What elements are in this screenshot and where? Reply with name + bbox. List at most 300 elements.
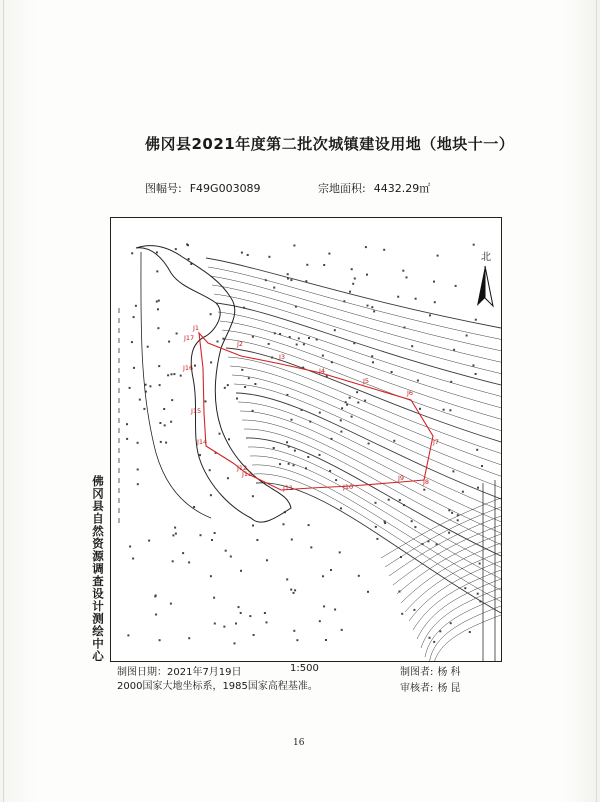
survey-symbol bbox=[309, 421, 311, 423]
survey-symbol bbox=[227, 384, 229, 386]
boundary-point-label: J10 bbox=[343, 483, 354, 491]
survey-symbol bbox=[209, 469, 211, 471]
survey-symbol bbox=[452, 470, 454, 472]
survey-symbol bbox=[366, 274, 368, 276]
survey-symbol bbox=[349, 291, 351, 293]
survey-symbol bbox=[129, 387, 131, 389]
survey-symbol bbox=[252, 525, 254, 527]
survey-symbol bbox=[126, 438, 128, 440]
survey-symbol bbox=[241, 369, 243, 371]
survey-symbol bbox=[165, 442, 167, 444]
map-checker-name: 杨 昆 bbox=[437, 683, 461, 694]
survey-symbol bbox=[290, 279, 292, 281]
survey-symbol bbox=[268, 343, 270, 345]
survey-symbol bbox=[457, 519, 459, 521]
survey-symbol bbox=[340, 507, 342, 509]
survey-symbol bbox=[368, 443, 370, 445]
survey-symbol bbox=[289, 336, 291, 338]
survey-symbol bbox=[273, 287, 275, 289]
survey-symbol bbox=[279, 463, 281, 465]
page-edge bbox=[3, 0, 4, 802]
survey-symbol bbox=[224, 387, 226, 389]
parcel-area-label: 宗地面积: bbox=[318, 182, 366, 195]
terrain-outline bbox=[141, 252, 211, 518]
survey-symbol bbox=[411, 520, 413, 522]
survey-symbol bbox=[172, 560, 174, 562]
survey-symbol bbox=[462, 491, 464, 493]
survey-symbol bbox=[188, 561, 190, 563]
survey-symbol bbox=[469, 631, 471, 633]
contour-line bbox=[413, 570, 501, 630]
survey-symbol bbox=[126, 423, 128, 425]
map-maker bbox=[400, 663, 461, 678]
survey-symbol bbox=[411, 345, 413, 347]
parcel-area bbox=[318, 180, 430, 196]
contour-line bbox=[232, 375, 501, 476]
survey-symbol bbox=[429, 637, 431, 639]
survey-symbol bbox=[303, 343, 305, 345]
survey-symbol bbox=[293, 245, 295, 247]
survey-symbol bbox=[422, 543, 424, 545]
survey-symbol bbox=[173, 373, 175, 375]
survey-symbol bbox=[305, 467, 307, 469]
survey-symbol bbox=[264, 612, 266, 614]
survey-symbol bbox=[323, 605, 325, 607]
contour-line bbox=[226, 348, 501, 442]
survey-symbol bbox=[399, 591, 401, 593]
survey-symbol bbox=[365, 246, 367, 248]
survey-symbol bbox=[329, 470, 331, 472]
survey-symbol bbox=[391, 371, 393, 373]
survey-symbol bbox=[127, 634, 129, 636]
survey-symbol bbox=[367, 591, 369, 593]
survey-symbol bbox=[243, 307, 245, 309]
survey-symbol bbox=[450, 381, 452, 383]
survey-symbol bbox=[219, 433, 221, 435]
contour-line bbox=[220, 321, 501, 408]
survey-symbol bbox=[158, 365, 160, 367]
survey-symbol bbox=[475, 373, 477, 375]
survey-symbol bbox=[335, 479, 337, 481]
survey-symbol bbox=[159, 422, 161, 424]
survey-symbol bbox=[448, 532, 450, 534]
survey-symbol bbox=[429, 314, 431, 316]
boundary-point-label: J16 bbox=[183, 364, 194, 372]
survey-symbol bbox=[167, 374, 169, 376]
survey-symbol bbox=[214, 532, 216, 534]
sheet-number-value: F49G003089 bbox=[189, 182, 261, 195]
survey-symbol bbox=[415, 298, 417, 300]
survey-symbol bbox=[194, 365, 196, 367]
survey-symbol bbox=[322, 355, 324, 357]
survey-symbol bbox=[436, 543, 438, 545]
survey-symbol bbox=[228, 438, 230, 440]
survey-symbol bbox=[157, 308, 159, 310]
survey-symbol bbox=[168, 341, 170, 343]
survey-symbol bbox=[244, 386, 246, 388]
boundary-point-label: J4 bbox=[319, 367, 326, 375]
survey-symbol bbox=[473, 364, 475, 366]
survey-symbol bbox=[137, 442, 139, 444]
survey-symbol bbox=[223, 626, 225, 628]
survey-symbol bbox=[139, 399, 141, 401]
survey-symbol bbox=[319, 454, 321, 456]
survey-symbol bbox=[296, 639, 298, 641]
survey-symbol bbox=[481, 465, 483, 467]
survey-symbol bbox=[154, 595, 156, 597]
survey-symbol bbox=[307, 456, 309, 458]
survey-symbol bbox=[448, 509, 450, 511]
survey-symbol bbox=[287, 273, 289, 275]
survey-symbol bbox=[156, 270, 158, 272]
survey-symbol bbox=[358, 575, 360, 577]
survey-symbol bbox=[397, 296, 399, 298]
survey-symbol bbox=[340, 431, 342, 433]
survey-symbol bbox=[406, 276, 408, 278]
survey-symbol bbox=[294, 589, 296, 591]
survey-symbol bbox=[265, 279, 267, 281]
boundary-point-label: J2 bbox=[237, 340, 244, 348]
survey-symbol bbox=[464, 587, 466, 589]
survey-symbol bbox=[449, 409, 451, 411]
contour-line bbox=[212, 285, 501, 362]
survey-symbol bbox=[384, 520, 386, 522]
survey-symbol bbox=[383, 249, 385, 251]
survey-symbol bbox=[291, 539, 293, 541]
survey-symbol bbox=[339, 551, 341, 553]
survey-symbol bbox=[145, 384, 147, 386]
survey-symbol bbox=[476, 449, 478, 451]
boundary-point-label: J5 bbox=[363, 377, 370, 385]
survey-symbol bbox=[274, 332, 276, 334]
survey-symbol bbox=[175, 248, 177, 250]
survey-symbol bbox=[455, 285, 457, 287]
survey-symbol bbox=[159, 639, 161, 641]
survey-symbol bbox=[252, 495, 254, 497]
survey-symbol bbox=[351, 416, 353, 418]
contour-line bbox=[433, 615, 501, 661]
boundary-point-label: J6 bbox=[407, 389, 414, 397]
survey-symbol bbox=[248, 377, 250, 379]
map-checker-label: 审核者: bbox=[400, 683, 434, 694]
survey-symbol bbox=[473, 244, 475, 246]
survey-symbol bbox=[287, 278, 289, 280]
survey-symbol bbox=[301, 409, 303, 411]
survey-symbol bbox=[210, 575, 212, 577]
survey-symbol bbox=[252, 336, 254, 338]
survey-symbol bbox=[227, 477, 229, 479]
survey-symbol bbox=[293, 592, 295, 594]
survey-symbol bbox=[235, 623, 237, 625]
survey-symbol bbox=[164, 424, 166, 426]
contour-line bbox=[429, 606, 501, 661]
survey-symbol bbox=[451, 512, 453, 514]
survey-symbol bbox=[129, 546, 131, 548]
survey-symbol bbox=[286, 441, 288, 443]
survey-symbol bbox=[330, 569, 332, 571]
survey-symbol bbox=[283, 523, 285, 525]
survey-symbol bbox=[148, 540, 150, 542]
boundary-point-label: J9 bbox=[398, 474, 405, 482]
survey-symbol bbox=[210, 313, 212, 315]
survey-symbol bbox=[357, 402, 359, 404]
coordinate-system: 2000国家大地坐标系，1985国家高程基准。 bbox=[117, 681, 318, 692]
survey-symbol bbox=[393, 440, 395, 442]
survey-symbol bbox=[403, 504, 405, 506]
survey-symbol bbox=[241, 252, 243, 254]
survey-symbol bbox=[388, 499, 390, 501]
survey-symbol bbox=[325, 639, 327, 641]
contour-line bbox=[222, 330, 501, 419]
surveying-center-label: 佛冈县自然资源调查设计测绘中心 bbox=[91, 475, 105, 663]
survey-symbol bbox=[434, 301, 436, 303]
survey-symbol bbox=[349, 397, 351, 399]
survey-symbol bbox=[372, 361, 374, 363]
boundary-point-label: J1 bbox=[193, 324, 200, 332]
survey-symbol bbox=[351, 268, 353, 270]
survey-symbol bbox=[249, 615, 251, 617]
survey-symbol bbox=[155, 614, 157, 616]
survey-symbol bbox=[414, 526, 416, 528]
contour-line bbox=[228, 357, 501, 453]
survey-symbol bbox=[453, 349, 455, 351]
survey-symbol bbox=[159, 384, 161, 386]
map-checker bbox=[400, 679, 461, 694]
survey-symbol bbox=[273, 447, 275, 449]
sheet-number bbox=[145, 180, 261, 196]
survey-symbol bbox=[373, 310, 375, 312]
survey-symbol bbox=[131, 341, 133, 343]
survey-symbol bbox=[236, 398, 238, 400]
survey-symbol bbox=[376, 538, 378, 540]
survey-symbol bbox=[176, 333, 178, 335]
boundary-point-label: J11 bbox=[283, 484, 294, 492]
survey-symbol bbox=[252, 410, 254, 412]
survey-symbol bbox=[295, 306, 297, 308]
survey-symbol bbox=[343, 300, 345, 302]
survey-symbol bbox=[200, 534, 202, 536]
contour-line bbox=[210, 276, 501, 351]
survey-symbol bbox=[308, 337, 310, 339]
survey-symbol bbox=[364, 400, 366, 402]
survey-symbol bbox=[443, 409, 445, 411]
survey-symbol bbox=[310, 546, 312, 548]
survey-symbol bbox=[404, 327, 406, 329]
contour-line bbox=[236, 393, 501, 499]
survey-symbol bbox=[293, 464, 295, 466]
survey-symbol bbox=[354, 278, 356, 280]
survey-symbol bbox=[210, 494, 212, 496]
survey-symbol bbox=[279, 333, 281, 335]
survey-symbol bbox=[334, 329, 336, 331]
survey-symbol bbox=[371, 355, 373, 357]
survey-symbol bbox=[268, 256, 270, 258]
map-maker-name: 杨 科 bbox=[437, 667, 461, 678]
survey-symbol bbox=[413, 609, 415, 611]
survey-symbol bbox=[296, 344, 298, 346]
survey-symbol bbox=[171, 373, 173, 375]
map-frame bbox=[110, 217, 502, 662]
contour-lines bbox=[206, 258, 501, 661]
survey-symbol bbox=[174, 527, 176, 529]
survey-symbol bbox=[433, 641, 435, 643]
survey-symbol bbox=[217, 341, 219, 343]
survey-symbol bbox=[352, 283, 354, 285]
survey-symbol bbox=[400, 556, 402, 558]
survey-symbol bbox=[322, 575, 324, 577]
survey-symbol bbox=[266, 559, 268, 561]
survey-symbol bbox=[346, 404, 348, 406]
survey-symbol bbox=[371, 306, 373, 308]
survey-symbol bbox=[156, 251, 158, 253]
survey-symbol bbox=[210, 361, 212, 363]
survey-symbol bbox=[163, 408, 165, 410]
survey-symbol bbox=[137, 483, 139, 485]
survey-symbol bbox=[271, 357, 273, 359]
survey-symbol bbox=[254, 383, 256, 385]
survey-symbol bbox=[334, 609, 336, 611]
survey-symbol bbox=[428, 540, 430, 542]
survey-symbol bbox=[323, 264, 325, 266]
survey-symbol bbox=[180, 375, 182, 377]
survey-symbol bbox=[170, 421, 172, 423]
survey-symbol bbox=[187, 244, 189, 246]
survey-symbol bbox=[240, 612, 242, 614]
survey-symbol bbox=[214, 623, 216, 625]
survey-symbol bbox=[225, 550, 227, 552]
survey-symbol bbox=[402, 270, 404, 272]
survey-symbol bbox=[158, 300, 160, 302]
survey-symbol bbox=[367, 305, 369, 307]
survey-symbol bbox=[439, 630, 441, 632]
survey-symbol bbox=[137, 469, 139, 471]
survey-symbol bbox=[193, 506, 195, 508]
contour-line bbox=[240, 411, 501, 522]
north-label: 北 bbox=[481, 252, 491, 263]
survey-symbol bbox=[175, 533, 177, 535]
survey-symbol bbox=[353, 342, 355, 344]
survey-symbol bbox=[331, 438, 333, 440]
boundary-point-label: J13 bbox=[242, 470, 253, 478]
survey-symbol bbox=[133, 316, 135, 318]
survey-symbol bbox=[341, 407, 343, 409]
map-title: 佛冈县2021年度第二批次城镇建设用地（地块十一） bbox=[145, 135, 515, 153]
survey-symbol bbox=[135, 305, 137, 307]
survey-symbol bbox=[266, 621, 268, 623]
survey-symbol bbox=[290, 589, 292, 591]
survey-symbol bbox=[143, 408, 145, 410]
survey-symbol bbox=[417, 380, 419, 382]
boundary-point-label: J3 bbox=[279, 353, 286, 361]
boundary-point-label: J15 bbox=[191, 407, 202, 415]
survey-symbol bbox=[188, 637, 190, 639]
survey-symbol bbox=[437, 255, 439, 257]
survey-symbol bbox=[319, 412, 321, 414]
survey-symbol bbox=[133, 367, 135, 369]
map-date: 制图日期：2021年7月19日 bbox=[117, 667, 242, 678]
survey-symbol bbox=[170, 603, 172, 605]
survey-symbol bbox=[230, 556, 232, 558]
contour-line bbox=[248, 447, 501, 567]
survey-symbol bbox=[423, 489, 425, 491]
survey-symbol bbox=[433, 281, 435, 283]
terrain-outline bbox=[136, 246, 294, 523]
survey-symbol bbox=[419, 408, 421, 410]
survey-symbol bbox=[345, 401, 347, 403]
boundary-point-label: J12 bbox=[237, 464, 248, 472]
survey-symbol bbox=[286, 394, 288, 396]
survey-symbol bbox=[316, 339, 318, 341]
survey-symbol bbox=[149, 385, 151, 387]
survey-symbol bbox=[308, 524, 310, 526]
survey-symbol bbox=[171, 399, 173, 401]
survey-symbol bbox=[479, 600, 481, 602]
survey-symbol bbox=[147, 346, 149, 348]
survey-symbol bbox=[131, 252, 133, 254]
survey-symbol bbox=[288, 446, 290, 448]
survey-symbol bbox=[288, 463, 290, 465]
sheet-number-label: 图幅号: bbox=[145, 182, 182, 195]
survey-symbol bbox=[205, 400, 207, 402]
survey-symbol bbox=[341, 629, 343, 631]
survey-symbol bbox=[457, 514, 459, 516]
survey-symbol bbox=[399, 499, 401, 501]
survey-symbol bbox=[238, 606, 240, 608]
map-scale: 1:500 bbox=[290, 663, 319, 674]
survey-symbol bbox=[294, 450, 296, 452]
survey-symbol bbox=[213, 597, 215, 599]
survey-symbol bbox=[240, 570, 242, 572]
topographic-map bbox=[111, 218, 501, 661]
contour-line bbox=[421, 588, 501, 648]
survey-symbol bbox=[132, 558, 134, 560]
survey-symbol bbox=[477, 593, 479, 595]
survey-symbol bbox=[331, 361, 333, 363]
boundary-point-label: J14 bbox=[197, 438, 208, 446]
contour-line bbox=[409, 561, 501, 621]
contour-line bbox=[250, 456, 501, 579]
survey-symbol bbox=[326, 375, 328, 377]
survey-symbol bbox=[253, 634, 255, 636]
map-maker-label: 制图者: bbox=[400, 667, 434, 678]
survey-symbol bbox=[256, 539, 258, 541]
survey-symbol bbox=[305, 280, 307, 282]
survey-symbol bbox=[340, 419, 342, 421]
survey-symbol bbox=[477, 487, 479, 489]
survey-symbol bbox=[188, 258, 190, 260]
boundary-point-label: J7 bbox=[433, 438, 440, 446]
survey-symbol bbox=[211, 539, 213, 541]
survey-symbol bbox=[298, 337, 300, 339]
survey-symbol bbox=[328, 253, 330, 255]
survey-symbol bbox=[182, 552, 184, 554]
survey-symbol bbox=[466, 335, 468, 337]
survey-symbol bbox=[291, 419, 293, 421]
survey-symbol bbox=[172, 534, 174, 536]
survey-symbol bbox=[199, 454, 201, 456]
survey-symbol bbox=[293, 630, 295, 632]
survey-symbol bbox=[286, 578, 288, 580]
survey-symbol bbox=[450, 622, 452, 624]
survey-symbol bbox=[319, 620, 321, 622]
page-edge bbox=[596, 0, 597, 802]
survey-symbol bbox=[222, 338, 224, 340]
survey-symbol bbox=[234, 642, 236, 644]
survey-symbol bbox=[306, 264, 308, 266]
terrain-boundary bbox=[136, 246, 294, 523]
page-number: 16 bbox=[293, 738, 305, 748]
survey-symbol bbox=[375, 502, 377, 504]
